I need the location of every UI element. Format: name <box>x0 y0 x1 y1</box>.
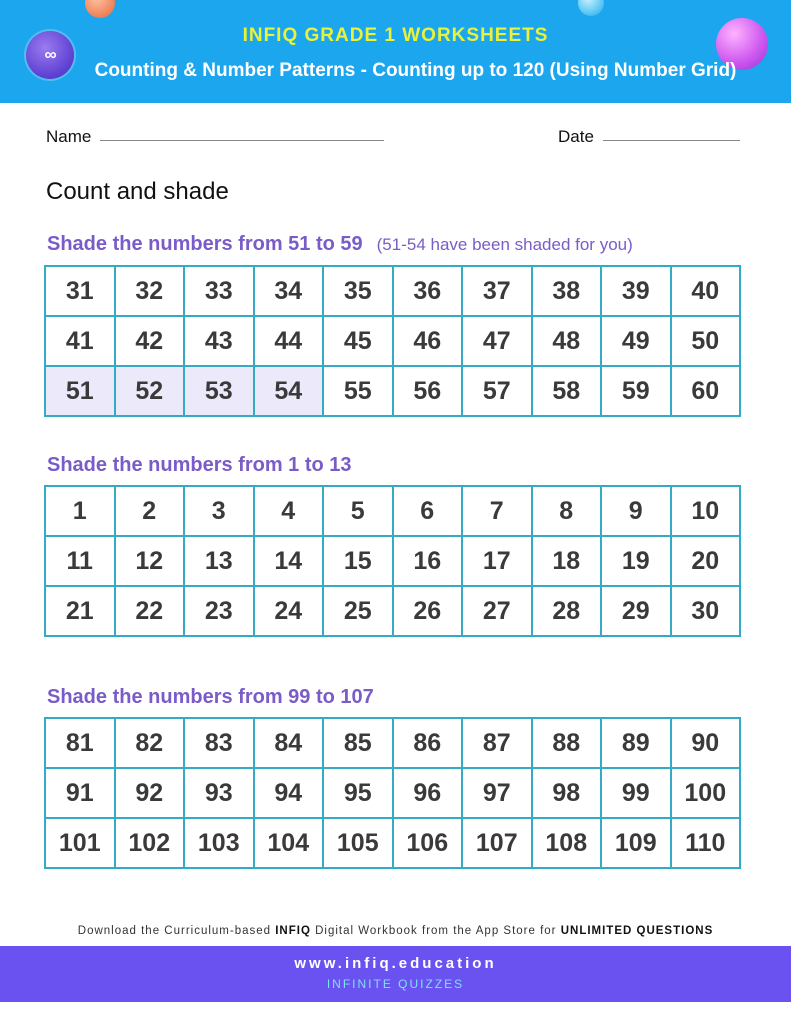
number-cell[interactable]: 54 <box>254 366 324 416</box>
number-cell[interactable]: 94 <box>254 768 324 818</box>
number-cell[interactable]: 86 <box>393 718 463 768</box>
number-cell[interactable]: 97 <box>462 768 532 818</box>
grid-row <box>45 486 740 536</box>
number-cell[interactable]: 29 <box>601 586 671 636</box>
number-cell[interactable]: 12 <box>115 536 185 586</box>
decorative-ball <box>578 0 604 16</box>
infiq-logo-icon: ∞ <box>26 31 74 79</box>
number-cell[interactable]: 104 <box>254 818 324 868</box>
number-cell[interactable]: 1 <box>45 486 115 536</box>
section-title: Shade the numbers from 99 to 107 <box>47 686 374 708</box>
number-cell[interactable]: 93 <box>184 768 254 818</box>
number-cell[interactable]: 16 <box>393 536 463 586</box>
number-cell[interactable]: 19 <box>601 536 671 586</box>
number-cell[interactable]: 91 <box>45 768 115 818</box>
number-cell[interactable]: 83 <box>184 718 254 768</box>
number-cell[interactable]: 85 <box>323 718 393 768</box>
number-cell[interactable]: 36 <box>393 266 463 316</box>
number-cell[interactable]: 57 <box>462 366 532 416</box>
number-cell[interactable]: 50 <box>671 316 741 366</box>
grid-row <box>45 266 740 316</box>
number-cell[interactable]: 43 <box>184 316 254 366</box>
number-cell[interactable]: 27 <box>462 586 532 636</box>
number-cell[interactable]: 92 <box>115 768 185 818</box>
number-cell[interactable]: 105 <box>323 818 393 868</box>
number-cell[interactable]: 51 <box>45 366 115 416</box>
grid-row <box>45 718 740 768</box>
number-cell[interactable]: 95 <box>323 768 393 818</box>
grid-row <box>45 366 740 416</box>
grid-row <box>45 586 740 636</box>
number-cell[interactable]: 99 <box>601 768 671 818</box>
number-grid <box>44 717 741 869</box>
grid-row <box>45 818 740 868</box>
number-cell[interactable]: 40 <box>671 266 741 316</box>
section-title-text: Shade the numbers from 51 to 59 <box>47 233 363 255</box>
number-cell[interactable]: 4 <box>254 486 324 536</box>
number-grid <box>44 485 741 637</box>
number-cell[interactable]: 32 <box>115 266 185 316</box>
number-cell[interactable]: 44 <box>254 316 324 366</box>
number-cell[interactable]: 5 <box>323 486 393 536</box>
number-cell[interactable]: 21 <box>45 586 115 636</box>
number-cell[interactable]: 42 <box>115 316 185 366</box>
number-cell[interactable]: 52 <box>115 366 185 416</box>
footer-tagline: INFINITE QUIZZES <box>326 977 465 991</box>
header-banner <box>0 0 791 103</box>
number-cell[interactable]: 96 <box>393 768 463 818</box>
number-cell[interactable]: 108 <box>532 818 602 868</box>
number-cell[interactable]: 37 <box>462 266 532 316</box>
number-cell[interactable]: 53 <box>184 366 254 416</box>
section-title: Shade the numbers from 1 to 13 <box>47 454 352 476</box>
number-cell[interactable]: 11 <box>45 536 115 586</box>
number-cell[interactable]: 17 <box>462 536 532 586</box>
number-cell[interactable]: 81 <box>45 718 115 768</box>
number-cell[interactable]: 103 <box>184 818 254 868</box>
number-cell[interactable]: 20 <box>671 536 741 586</box>
number-cell[interactable]: 45 <box>323 316 393 366</box>
number-cell[interactable]: 13 <box>184 536 254 586</box>
footer-band <box>0 946 791 1002</box>
number-cell[interactable]: 109 <box>601 818 671 868</box>
number-cell[interactable]: 28 <box>532 586 602 636</box>
number-cell[interactable]: 35 <box>323 266 393 316</box>
footer-download-note: Download the Curriculum-based INFIQ Digital Workbook from the App Store for UNLIMITED QUESTIONS <box>77 925 714 937</box>
number-cell[interactable]: 15 <box>323 536 393 586</box>
number-cell[interactable]: 98 <box>532 768 602 818</box>
instruction: Count and shade <box>46 178 229 205</box>
number-cell[interactable]: 55 <box>323 366 393 416</box>
worksheet-title: Counting & Number Patterns - Counting up to 120 (Using Number Grid) <box>94 60 737 81</box>
number-cell[interactable]: 90 <box>671 718 741 768</box>
number-cell[interactable]: 102 <box>115 818 185 868</box>
number-cell[interactable]: 47 <box>462 316 532 366</box>
number-cell[interactable]: 8 <box>532 486 602 536</box>
number-cell[interactable]: 84 <box>254 718 324 768</box>
number-cell[interactable]: 31 <box>45 266 115 316</box>
number-cell[interactable]: 101 <box>45 818 115 868</box>
decorative-ball <box>85 0 115 18</box>
number-cell[interactable]: 3 <box>184 486 254 536</box>
number-cell[interactable]: 10 <box>671 486 741 536</box>
number-cell[interactable]: 33 <box>184 266 254 316</box>
grid-row <box>45 316 740 366</box>
number-cell[interactable]: 46 <box>393 316 463 366</box>
number-cell[interactable]: 49 <box>601 316 671 366</box>
grid-row <box>45 536 740 586</box>
number-cell[interactable]: 82 <box>115 718 185 768</box>
section-note: (51-54 have been shaded for you) <box>376 235 633 254</box>
number-cell[interactable]: 87 <box>462 718 532 768</box>
number-cell[interactable]: 39 <box>601 266 671 316</box>
number-cell[interactable]: 88 <box>532 718 602 768</box>
number-cell[interactable]: 110 <box>671 818 741 868</box>
number-cell[interactable]: 18 <box>532 536 602 586</box>
number-cell[interactable]: 60 <box>671 366 741 416</box>
name-line[interactable] <box>100 140 384 141</box>
date-label: Date <box>558 127 594 146</box>
number-cell[interactable]: 38 <box>532 266 602 316</box>
number-cell[interactable]: 30 <box>671 586 741 636</box>
number-cell[interactable]: 22 <box>115 586 185 636</box>
number-cell[interactable]: 2 <box>115 486 185 536</box>
number-cell[interactable]: 6 <box>393 486 463 536</box>
number-cell[interactable]: 9 <box>601 486 671 536</box>
series-title: INFIQ GRADE 1 WORKSHEETS <box>242 25 549 46</box>
number-cell[interactable]: 107 <box>462 818 532 868</box>
number-cell[interactable]: 58 <box>532 366 602 416</box>
number-cell[interactable]: 34 <box>254 266 324 316</box>
grid-row <box>45 768 740 818</box>
number-cell[interactable]: 100 <box>671 768 741 818</box>
number-cell[interactable]: 106 <box>393 818 463 868</box>
number-cell[interactable]: 59 <box>601 366 671 416</box>
section-title <box>47 233 633 256</box>
name-label: Name <box>46 127 92 146</box>
number-cell[interactable]: 89 <box>601 718 671 768</box>
number-cell[interactable]: 25 <box>323 586 393 636</box>
footer-url[interactable]: www.infiq.education <box>294 955 497 972</box>
number-cell[interactable]: 41 <box>45 316 115 366</box>
number-cell[interactable]: 23 <box>184 586 254 636</box>
number-cell[interactable]: 56 <box>393 366 463 416</box>
number-grid <box>44 265 741 417</box>
number-cell[interactable]: 14 <box>254 536 324 586</box>
number-cell[interactable]: 24 <box>254 586 324 636</box>
number-cell[interactable]: 7 <box>462 486 532 536</box>
number-cell[interactable]: 48 <box>532 316 602 366</box>
number-cell[interactable]: 26 <box>393 586 463 636</box>
date-line[interactable] <box>603 140 740 141</box>
